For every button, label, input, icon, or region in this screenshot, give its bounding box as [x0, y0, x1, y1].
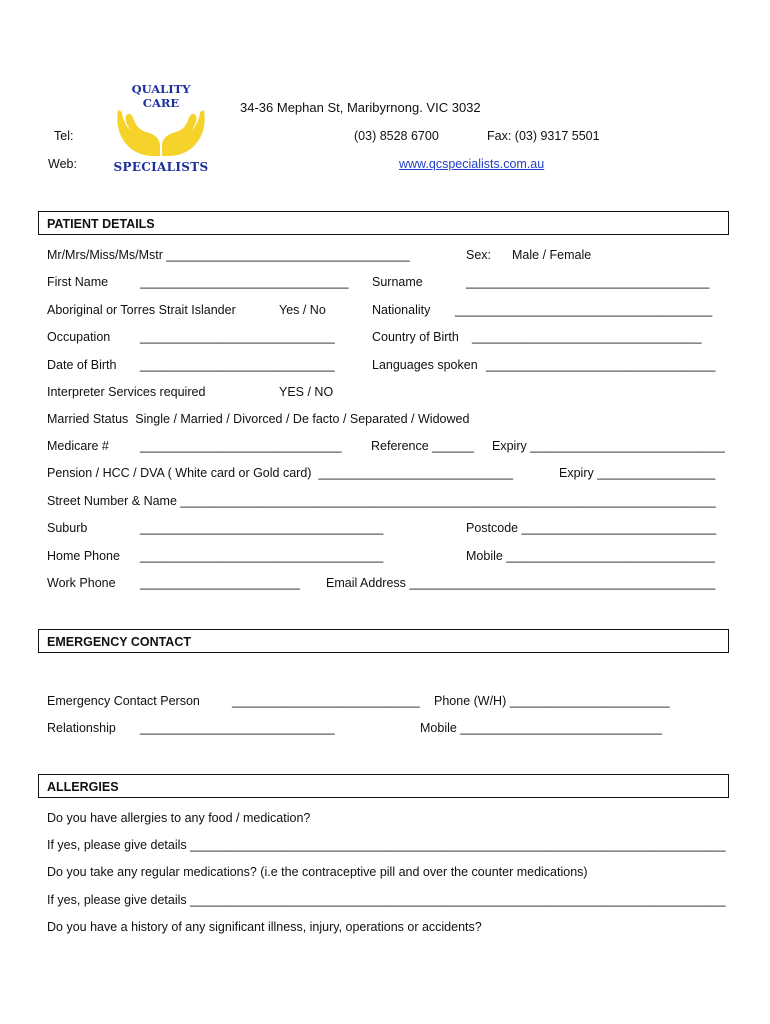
nationality-label: Nationality — [372, 303, 431, 317]
medications-question: Do you take any regular medications? (i.e the contraceptive pill and over the counter medications) — [47, 865, 588, 879]
work-phone-field[interactable]: _______________________ — [140, 576, 300, 590]
emergency-person-field[interactable]: ___________________________ — [232, 694, 420, 708]
emergency-phone-field[interactable]: Phone (W/H) _______________________ — [434, 694, 670, 708]
medicare-expiry-field[interactable]: Expiry ____________________________ — [492, 439, 725, 453]
pension-field[interactable]: Pension / HCC / DVA ( White card or Gold card) ____________________________ — [47, 466, 514, 480]
sex-options[interactable]: Male / Female — [512, 248, 592, 262]
patient-details-header — [38, 211, 729, 235]
medications-details-field[interactable]: If yes, please give details _____________________________________________________________________________ — [47, 893, 726, 907]
first-name-field[interactable]: ______________________________ — [140, 275, 349, 289]
dob-label: Date of Birth — [47, 358, 117, 372]
fax-value: Fax: (03) 9317 5501 — [487, 129, 600, 143]
suburb-label: Suburb — [47, 521, 88, 535]
suburb-field[interactable]: ___________________________________ — [140, 521, 384, 535]
reference-field[interactable]: Reference ______ — [371, 439, 474, 453]
work-phone-label: Work Phone — [47, 576, 116, 590]
logo-text-specialists: SPECIALISTS — [113, 160, 209, 174]
clinic-address: 34-36 Mephan St, Maribyrnong. VIC 3032 — [240, 100, 481, 115]
dob-field[interactable]: ____________________________ — [140, 358, 335, 372]
tel-label: Tel: — [54, 129, 74, 143]
medicare-label: Medicare # — [47, 439, 109, 453]
medicare-field[interactable]: _____________________________ — [140, 439, 342, 453]
caring-hands-icon — [114, 108, 208, 160]
languages-label: Languages spoken — [372, 358, 478, 372]
allergies-question: Do you have allergies to any food / medication? — [47, 811, 311, 825]
pension-expiry-field[interactable]: Expiry _________________ — [559, 466, 716, 480]
country-of-birth-field[interactable]: _________________________________ — [472, 330, 702, 344]
emergency-mobile-field[interactable]: Mobile _____________________________ — [420, 721, 662, 735]
country-of-birth-label: Country of Birth — [372, 330, 459, 344]
allergies-details-field[interactable]: If yes, please give details _____________________________________________________________________________ — [47, 838, 726, 852]
relationship-label: Relationship — [47, 721, 116, 735]
allergies-header — [38, 774, 729, 798]
first-name-label: First Name — [47, 275, 109, 289]
logo-text-care: CARE — [142, 96, 180, 110]
home-phone-label: Home Phone — [47, 549, 120, 563]
nationality-field[interactable]: _____________________________________ — [455, 303, 713, 317]
section-title: PATIENT DETAILS — [47, 217, 155, 231]
home-phone-field[interactable]: ___________________________________ — [140, 549, 384, 563]
clinic-logo — [108, 78, 214, 178]
section-title: ALLERGIES — [47, 780, 119, 794]
sex-label: Sex: — [466, 248, 492, 262]
aboriginal-label: Aboriginal or Torres Strait Islander — [47, 303, 236, 317]
relationship-field[interactable]: ____________________________ — [140, 721, 335, 735]
mobile-field[interactable]: Mobile ______________________________ — [466, 549, 715, 563]
occupation-field[interactable]: ____________________________ — [140, 330, 335, 344]
history-question: Do you have a history of any significant illness, injury, operations or accidents? — [47, 920, 482, 934]
web-label: Web: — [48, 157, 77, 171]
aboriginal-options[interactable]: Yes / No — [279, 303, 326, 317]
section-title: EMERGENCY CONTACT — [47, 635, 191, 649]
street-field[interactable]: Street Number & Name _____________________________________________________________________________ — [47, 494, 716, 508]
tel-value: (03) 8528 6700 — [354, 129, 439, 143]
interpreter-label: Interpreter Services required — [47, 385, 206, 399]
occupation-label: Occupation — [47, 330, 111, 344]
postcode-field[interactable]: Postcode ____________________________ — [466, 521, 717, 535]
title-field[interactable]: Mr/Mrs/Miss/Ms/Mstr ___________________________________ — [47, 248, 410, 262]
surname-field[interactable]: ___________________________________ — [466, 275, 710, 289]
surname-label: Surname — [372, 275, 423, 289]
interpreter-options[interactable]: YES / NO — [279, 385, 334, 399]
emergency-contact-header — [38, 629, 729, 653]
married-status-field[interactable]: Married Status Single / Married / Divorced / De facto / Separated / Widowed — [47, 412, 470, 426]
emergency-person-label: Emergency Contact Person — [47, 694, 200, 708]
email-field[interactable]: Email Address ____________________________________________ — [326, 576, 716, 590]
logo-text-quality: QUALITY — [131, 82, 191, 96]
languages-field[interactable]: _________________________________ — [486, 358, 716, 372]
website-link[interactable]: www.qcspecialists.com.au — [399, 157, 545, 171]
